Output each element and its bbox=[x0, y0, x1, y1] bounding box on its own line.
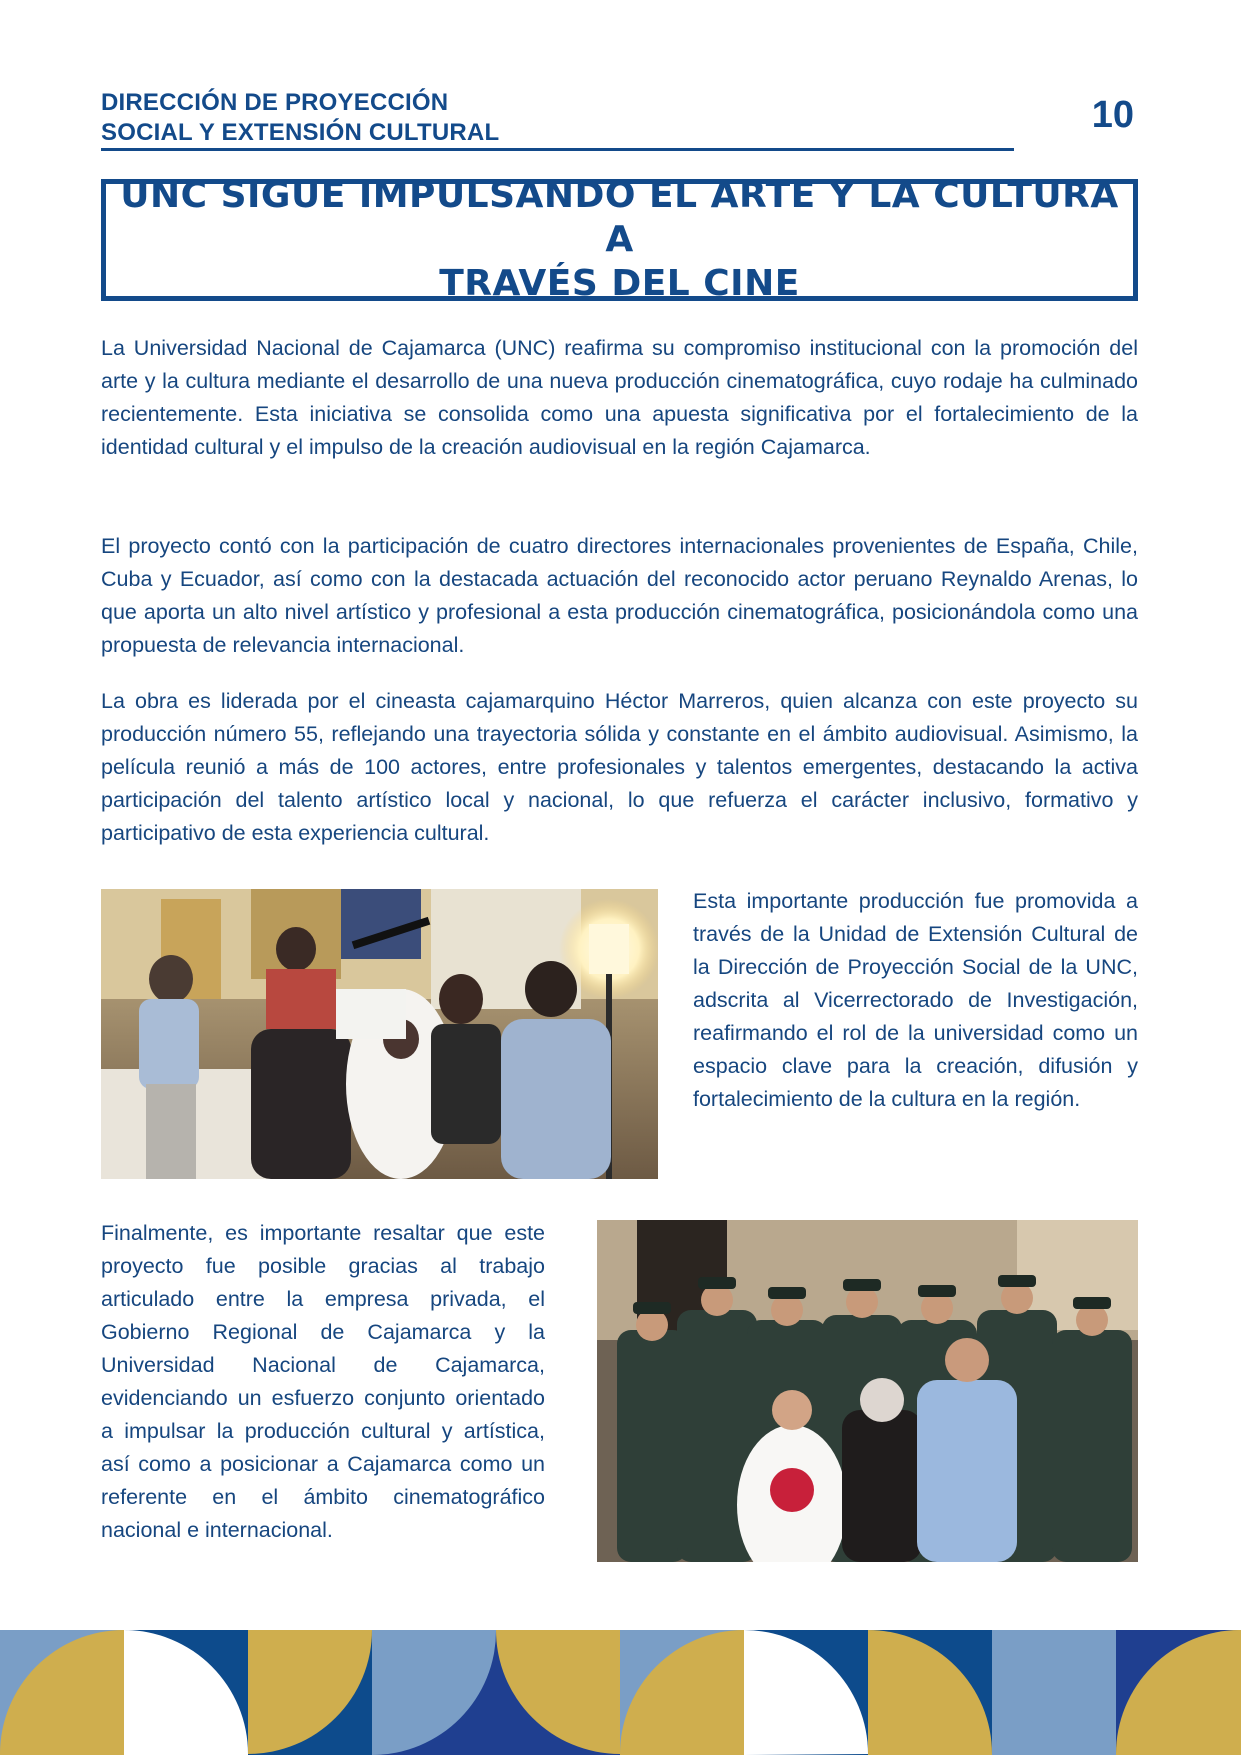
group-photo-illustration bbox=[597, 1220, 1138, 1562]
paragraph-directors: El proyecto contó con la participación de cuatro directores internacionales provenientes de España, Chile, Cuba y Ecuador, así como con la destacada actuación del reconocido actor peruano Reynaldo Arenas, lo que aporta un alto nivel artístico y profesional a esta producción cinematográfica, posicionándola como una propuesta de relevancia internacional. bbox=[101, 534, 1138, 657]
paragraph-extension-unit: Esta importante producción fue promovida a través de la Unidad de Extensión Cultural de la Dirección de Proyección Social de la UNC, adscrita al Vicerrectorado de Investigación, reafirmando el rol de la universidad como un espacio clave para la creación, difusión y fortalecimiento de la cultura en la región. bbox=[693, 889, 1138, 1111]
article-title bbox=[106, 174, 1133, 306]
film-set-photo bbox=[101, 889, 658, 1179]
department-line-2: SOCIAL Y EXTENSIÓN CULTURAL bbox=[101, 119, 500, 146]
paragraph-closing: Finalmente, es importante resaltar que este proyecto fue posible gracias al trabajo articulado entre la empresa privada, el Gobierno Regional de Cajamarca y la Universidad Nacional de Cajamarca, evidenciando un esfuerzo conjunto orientado a impulsar la producción cultural y artística, así como a posicionar a Cajamarca como un referente en el ámbito cinematográfico nacional e internacional. bbox=[101, 1221, 545, 1542]
paragraph-intro: La Universidad Nacional de Cajamarca (UNC) reafirma su compromiso institucional con la promoción del arte y la cultura mediante el desarrollo de una nueva producción cinematográfica, cuyo rodaje ha culminado recientemente. Esta iniciativa se consolida como una apuesta significativa por el fortalecimiento de la identidad cultural y el impulso de la creación audiovisual en la región Cajamarca. bbox=[101, 336, 1138, 459]
header-divider bbox=[101, 148, 1014, 151]
article-title-box bbox=[101, 175, 1138, 304]
group-photo bbox=[597, 1220, 1138, 1562]
paragraph-director-marreros: La obra es liderada por el cineasta cajamarquino Héctor Marreros, quien alcanza con este proyecto su producción número 55, reflejando una trayectoria sólida y constante en el ámbito audiovisual. Asimismo, la película reunió a más de 100 actores, entre profesionales y talentos emergentes, destacando la activa participación del talento artístico local y nacional, lo que refuerza el carácter inclusivo, formativo y participativo de esta experiencia cultural. bbox=[101, 689, 1138, 845]
page-number: 10 bbox=[1091, 94, 1134, 136]
article-title-line-1: UNC SIGUE IMPULSANDO EL ARTE Y LA CULTURA A bbox=[120, 175, 1119, 260]
department-line-1: DIRECCIÓN DE PROYECCIÓN bbox=[101, 89, 449, 116]
film-set-illustration bbox=[101, 889, 658, 1179]
decorative-footer-banner bbox=[0, 1630, 1241, 1755]
department-header bbox=[101, 88, 499, 148]
geometric-pattern-icon bbox=[0, 1630, 1241, 1755]
article-title-line-2: TRAVÉS DEL CINE bbox=[439, 263, 800, 304]
